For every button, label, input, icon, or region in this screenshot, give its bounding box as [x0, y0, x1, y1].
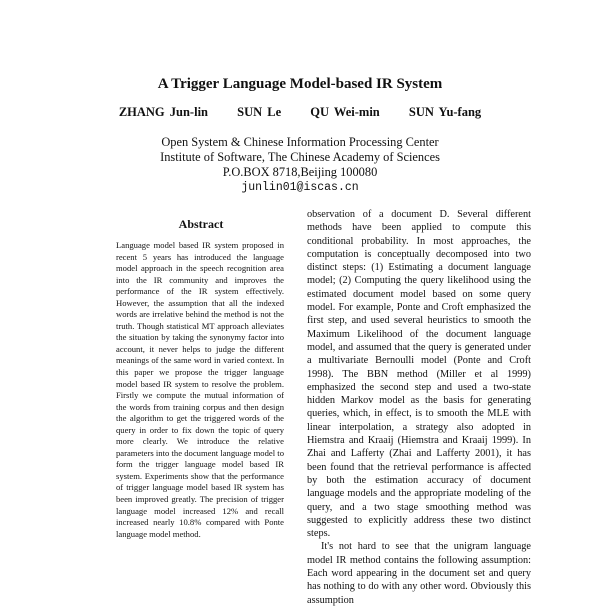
author-list: [0, 105, 600, 120]
paper-title: A Trigger Language Model-based IR System: [157, 76, 443, 92]
author-email: junlin01@iscas.cn: [241, 181, 359, 194]
body-paragraph: observation of a document D. Several different methods have been applied to compute this conditional probability. In most approaches, the computation is conceptually decomposed into two distinct steps: (1) Estimating a document language model; (2) Computing the query likelihood using the estimated document model based on some query model. For example, Ponte and Croft emphasized the first step, and used several heuristics to smooth the Maximum Likelihood of the document language model, and assumed that the query is generated under a multivariate Bernoulli model (Ponte and Croft 1998). The BBN method (Miller et al 1999) emphasized the second step and used a two-state hidden Markov model as the basis for generating queries, which, in effect, is to smooth the MLE with linear interpolation, a strategy also adopted in Hiemstra and Kraaij (Hiemstra and Kraaij 1999). In Zhai and Lafferty (Zhai and Lafferty 2001), it has been found that the retrieval performance is affected by both the estimation accuracy of document language models and the appropriate modeling of the query, and a two stage smoothing method was suggested to explicitly address these two distinct steps.: [307, 209, 531, 540]
affiliation-line: P.O.BOX 8718,Beijing 100080: [222, 165, 378, 179]
affiliation-block: [0, 135, 600, 195]
abstract-text: Language model based IR system proposed in recent 5 years has introduced the language model approach in the speech recognition area into the IR community and improves the performance of the IR system effectively. However, the assumption that all the indexed words are irrelative behind the method is not the truth. Though statistical MT approach alleviates the situation by taking the synonymy factor into account, it never helps to judge the different meanings of the same word in varied context. In this paper we propose the trigger language model based IR system to resolve the problem. Firstly we compute the mutual information of the words from training corpus and then design the algorithm to get the triggered words of the query in order to fix down the topic of query more clearly. We introduce the relative parameters into the document language model to form the trigger language model based IR system. Experiments show that the performance of trigger language model based IR system has been improved greatly. The precision of trigger language model increased 12% and recall increased nearly 10.8% compared with Ponte language model method.: [116, 240, 284, 539]
author-name: SUN Le: [237, 105, 282, 119]
affiliation-line: Open System & Chinese Information Processing Center: [161, 135, 439, 149]
author-name: SUN Yu-fang: [408, 105, 482, 119]
body-column: [307, 208, 531, 607]
affiliation-line: Institute of Software, The Chinese Academy of Sciences: [160, 150, 440, 164]
body-paragraph: It's not hard to see that the unigram language model IR method contains the following assumption: Each word appearing in the document set and query has nothing to do with any other word. Obviously this assumption: [307, 541, 531, 606]
author-name: ZHANG Jun-lin: [118, 105, 208, 119]
abstract-heading: Abstract: [178, 217, 224, 231]
author-name: QU Wei-min: [310, 105, 380, 119]
